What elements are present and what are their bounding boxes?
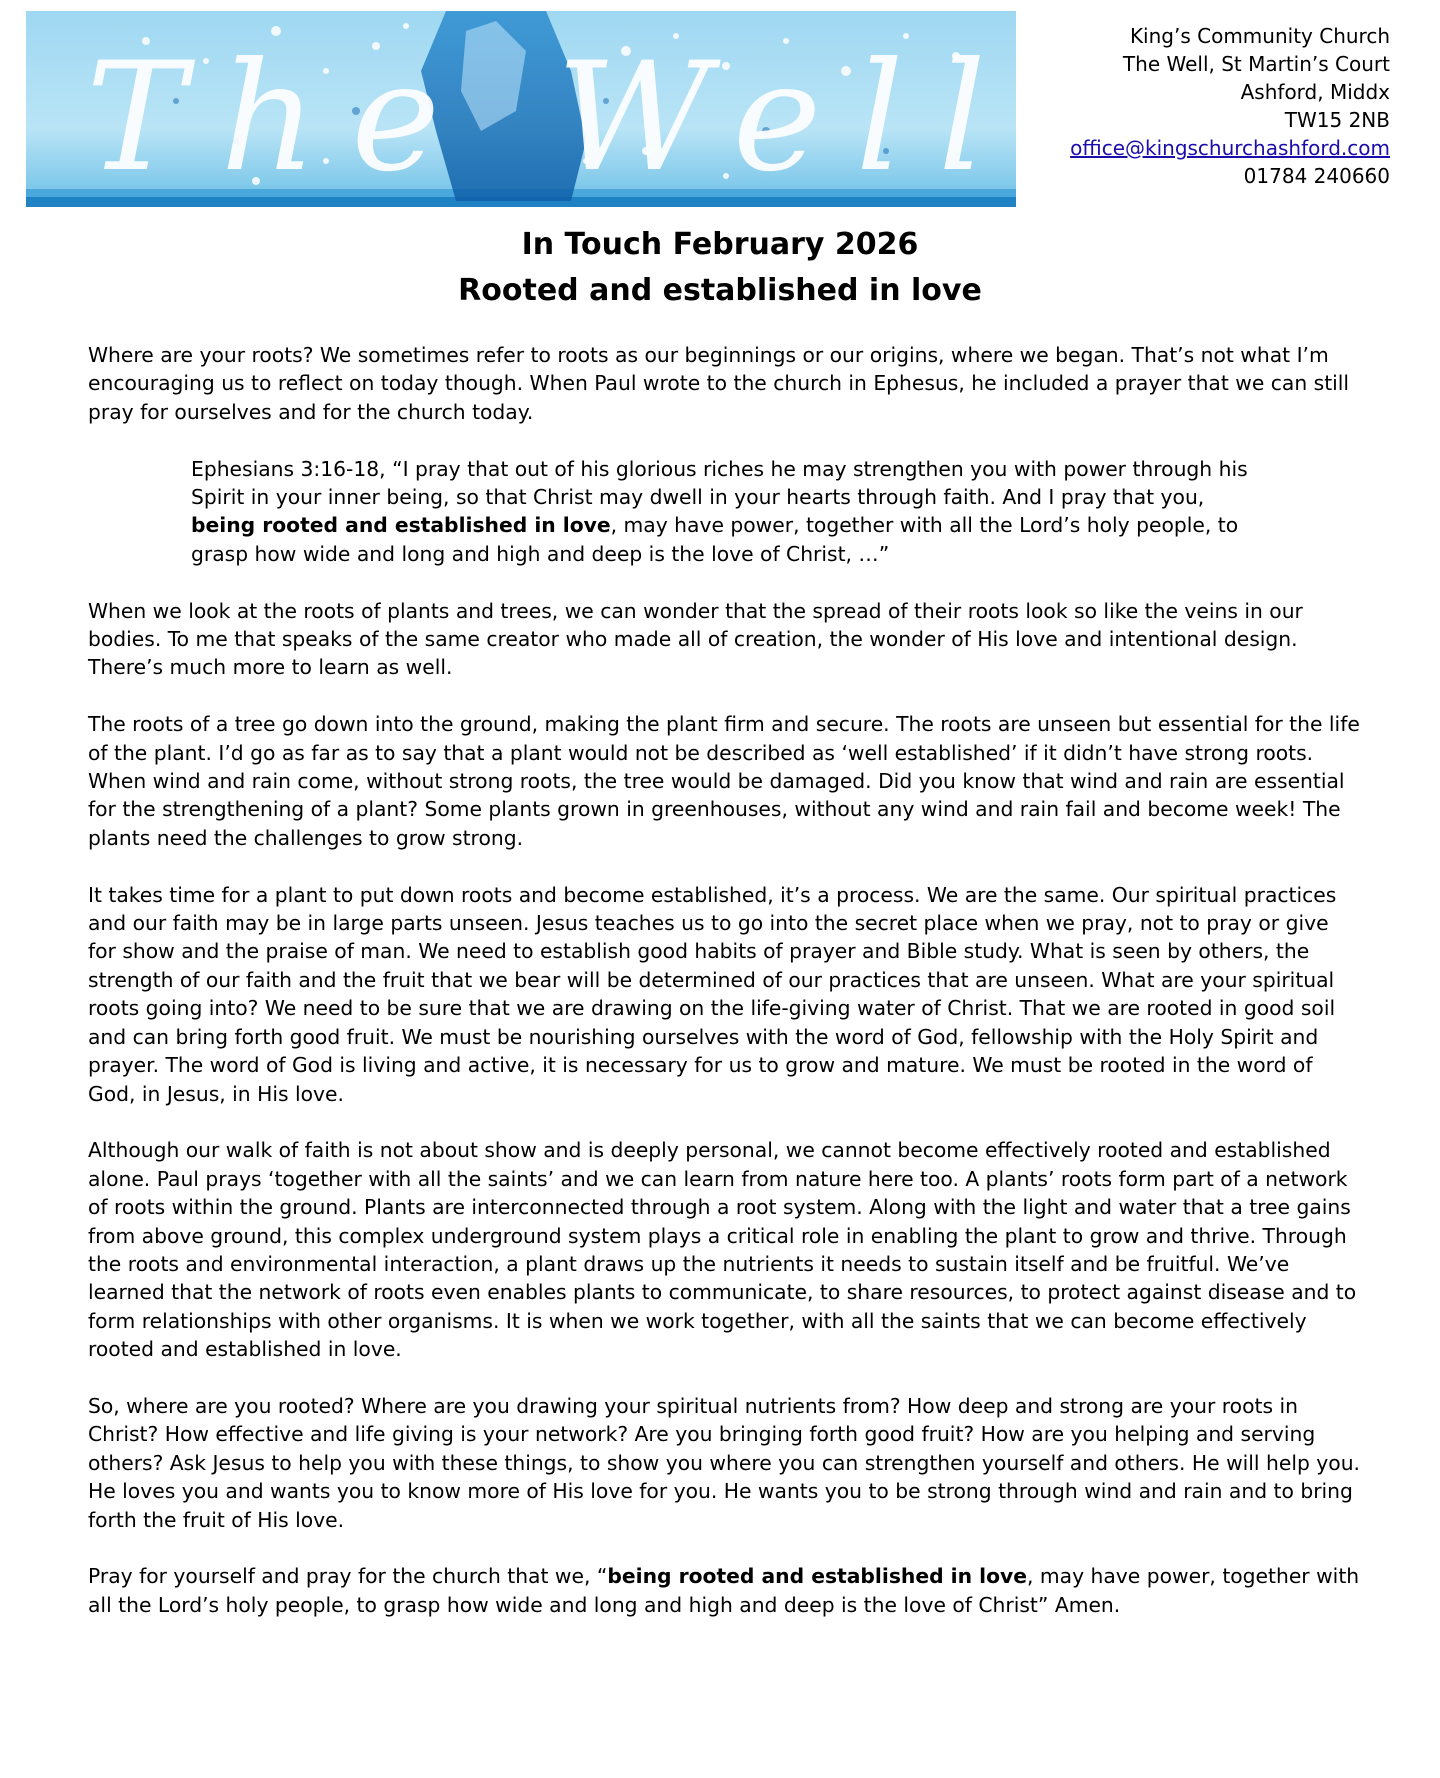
paragraph-3: The roots of a tree go down into the ground, making the plant firm and secure. The roots are unseen but essential for the life of the plant. I’d go as far as to say that a plant would not be described as ‘well established’ if it didn’t have strong roots. When wind and rain come, without strong roots, the tree would be damaged. Did you know that wind and rain are essential for the strengthening of a plant? Some plants grown in greenhouses, without any wind and rain fail and become week! The plants need the challenges to grow strong.: [88, 712, 1360, 850]
paragraph-1: Where are your roots? We sometimes refer to roots as our beginnings or our origins, where we began. That’s not what I’m encouraging us to reflect on today though. When Paul wrote to the church in Ephesus, he included a prayer that we can still pray for ourselves and for the church today.: [88, 343, 1350, 424]
closing-prayer: [88, 1562, 1360, 1619]
title-block: [0, 222, 1440, 314]
scripture-quote: [191, 455, 1251, 569]
church-name: King’s Community Church: [1129, 24, 1390, 48]
prayer-text-start: Pray for yourself and pray for the church that we, “: [88, 1564, 608, 1589]
paragraph-4: It takes time for a plant to put down roots and become established, it’s a process. We are the same. Our spiritual practices and our faith may be in large parts unseen. Jesus teaches us to go into the secret place when we pray, not to pray or give for show and the praise of man. We need to establish good habits of prayer and Bible study. What is seen by others, the strength of our faith and the fruit that we bear will be determined of our practices that are unseen. What are your spiritual roots going into? We need to be sure that we are drawing on the life-giving water of Christ. That we are rooted in good soil and can bring forth good fruit. We must be nourishing ourselves with the word of God, fellowship with the Holy Spirit and prayer. The word of God is living and active, it is necessary for us to grow and mature. We must be rooted in the word of God, in Jesus, in His love.: [88, 882, 1337, 1106]
page-title: In Touch February 2026: [521, 227, 919, 262]
phone-number: 01784 240660: [1243, 164, 1390, 188]
quote-text-start: Ephesians 3:16-18, “I pray that out of his glorious riches he may strengthen you with power through his Spirit in your inner being, so that Christ may dwell in your hearts through faith. And I pray that you,: [191, 456, 1248, 510]
paragraph-2: When we look at the roots of plants and trees, we can wonder that the spread of their roots look so like the veins in our bodies. To me that speaks of the same creator who made all of creation, the wonder of His love and intentional design. There’s much more to learn as well.: [88, 598, 1303, 680]
water-splash-image: [26, 11, 1016, 207]
logo-text: The Well: [86, 31, 986, 205]
address-line-2: Ashford, Middx: [1240, 80, 1390, 104]
prayer-text-end: , may have power, together with all the Lord’s holy people, to grasp how wide and long and high and deep is the love of Christ” Amen.: [88, 1564, 1360, 1617]
paragraph-6: So, where are you rooted? Where are you drawing your spiritual nutrients from? How deep and strong are your roots in Christ? How effective and life giving is your network? Are you bringing forth good fruit? How are you helping and serving others? Ask Jesus to help you with these things, to show you where you can strengthen yourself and others. He will help you. He loves you and wants you to know more of His love for you. He wants you to be strong through wind and rain and to bring forth the fruit of His love.: [88, 1393, 1361, 1532]
email-link[interactable]: office@kingschurchashford.com: [1070, 136, 1390, 160]
address-line-1: The Well, St Martin’s Court: [1122, 52, 1390, 76]
postcode: TW15 2NB: [1284, 108, 1390, 132]
paragraph-5: Although our walk of faith is not about show and is deeply personal, we cannot become effectively rooted and established alone. Paul prays ‘together with all the saints’ and we can learn from nature here too. A plants’ roots form part of a network of roots within the ground. Plants are interconnected through a root system. Along with the light and water that a tree gains from above ground, this complex underground system plays a critical role in enabling the plant to grow and thrive. Through the roots and environmental interaction, a plant draws up the nutrients it needs to sustain itself and be fruitful. We’ve learned that the network of roots even enables plants to communicate, to share resources, to protect against disease and to form relationships with other organisms. It is when we work together, with all the saints that we can become effectively rooted and established in love.: [88, 1138, 1357, 1362]
quote-text-bold: being rooted and established in love: [191, 513, 611, 538]
quote-text-end: , may have power, together with all the Lord’s holy people, to grasp how wide and long and high and deep is the love of Christ, …”: [191, 513, 1239, 566]
church-address: [1070, 22, 1390, 190]
article-body: [88, 341, 1360, 1648]
prayer-text-bold: being rooted and established in love: [607, 1564, 1027, 1589]
the-well-banner: [26, 11, 1016, 207]
page-subtitle: Rooted and established in love: [458, 273, 982, 308]
